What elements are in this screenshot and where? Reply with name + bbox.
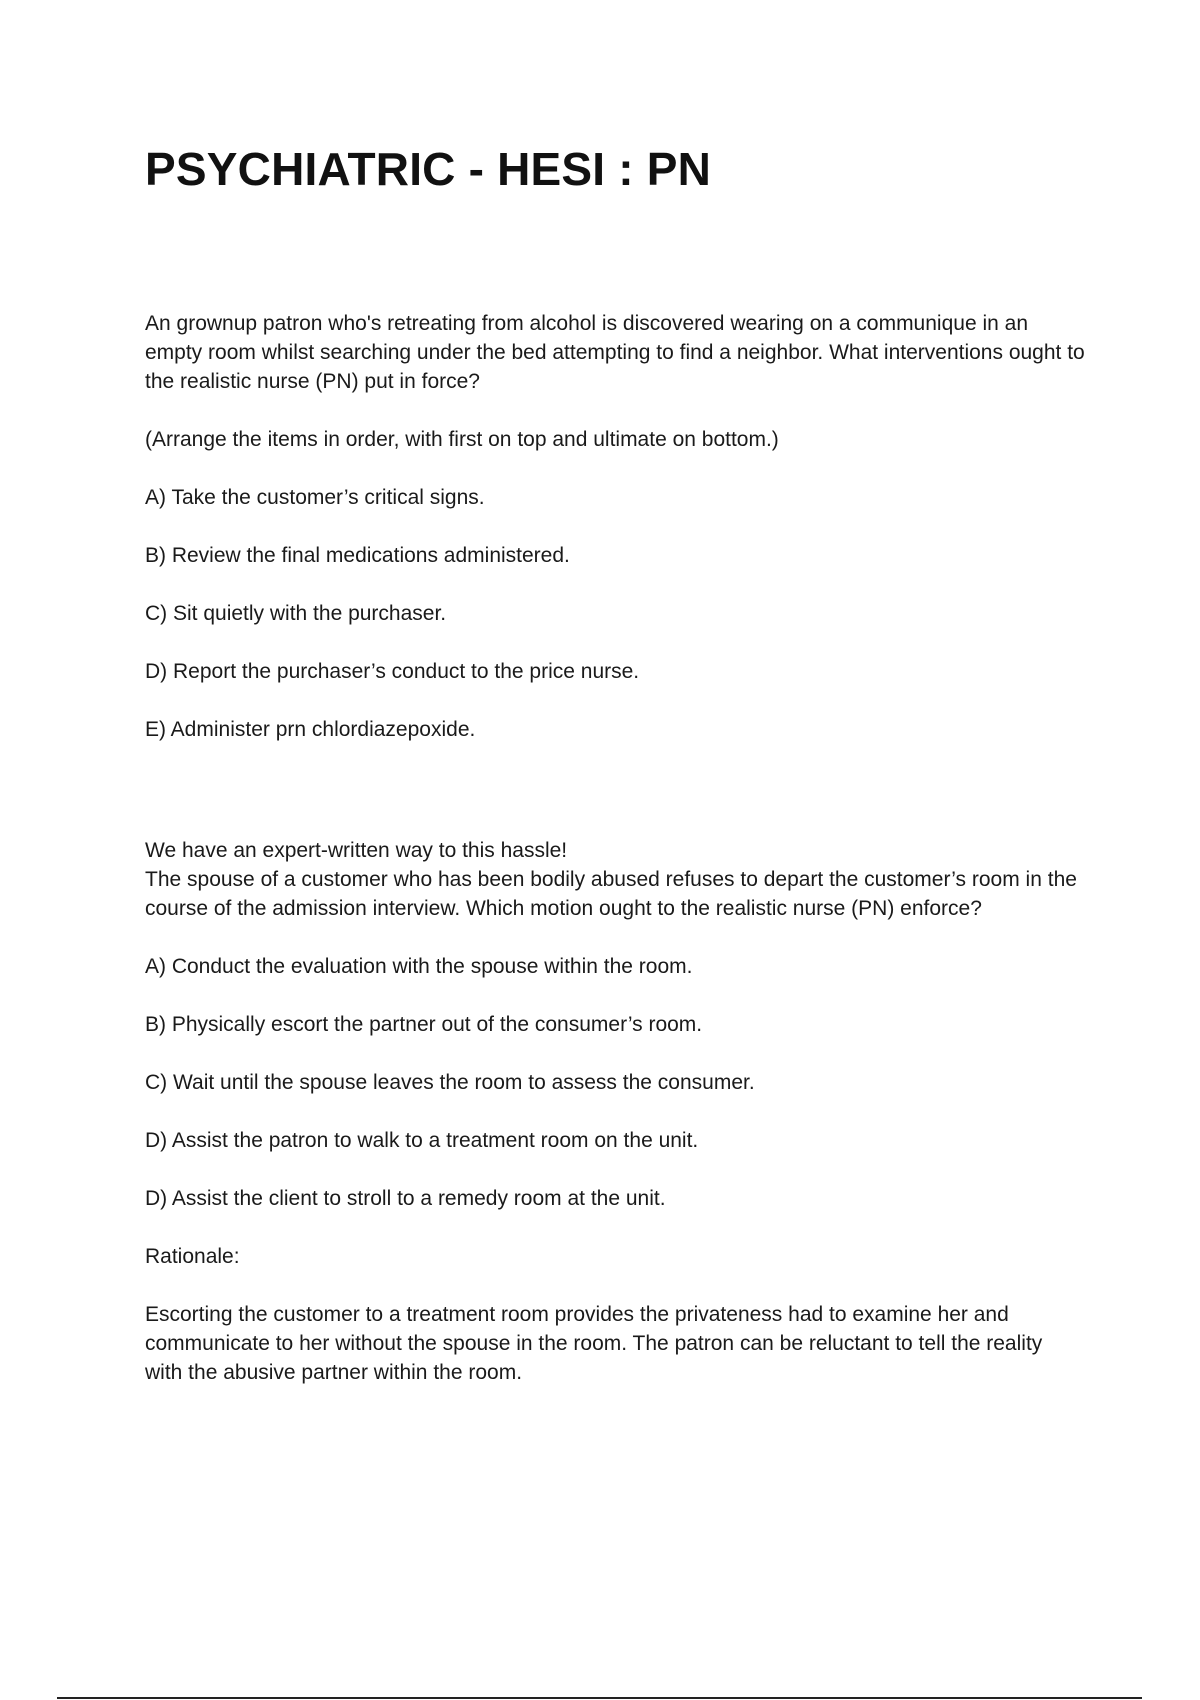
question-2-answer: D) Assist the client to stroll to a remedy room at the unit. <box>145 1187 666 1210</box>
rationale-label: Rationale: <box>145 1245 240 1268</box>
page-bottom-rule <box>57 1697 1142 1699</box>
question-2-option-c: C) Wait until the spouse leaves the room to assess the consumer. <box>145 1071 755 1094</box>
rationale-text: Escorting the customer to a treatment room provides the privateness had to examine her and communicate to her without the spouse in the room. The patron can be reluctant to tell the reality with the abusive partner within the room. <box>145 1303 1043 1384</box>
question-1 <box>145 309 1085 744</box>
question-1-option-e: E) Administer prn chlordiazepoxide. <box>145 718 476 741</box>
question-2-stem: The spouse of a customer who has been bodily abused refuses to depart the customer’s room in the course of the admission interview. Which motion ought to the realistic nurse (PN) enforce? <box>145 868 1077 920</box>
question-1-option-c: C) Sit quietly with the purchaser. <box>145 602 447 625</box>
question-1-stem: An grownup patron who's retreating from alcohol is discovered wearing on a communique in an empty room whilst searching under the bed attempting to find a neighbor. What interventions ought to the realistic nurse (PN) put in force? <box>145 312 1085 393</box>
question-2 <box>145 836 1085 1387</box>
question-2-option-a: A) Conduct the evaluation with the spouse within the room. <box>145 955 693 978</box>
question-1-option-b: B) Review the final medications administered. <box>145 544 570 567</box>
document-title: PSYCHIATRIC - HESI : PN <box>145 143 712 195</box>
question-1-option-d: D) Report the purchaser’s conduct to the price nurse. <box>145 660 640 683</box>
question-1-instruction: (Arrange the items in order, with first on top and ultimate on bottom.) <box>145 428 779 451</box>
question-2-option-d: D) Assist the patron to walk to a treatment room on the unit. <box>145 1129 699 1152</box>
question-2-option-b: B) Physically escort the partner out of the consumer’s room. <box>145 1013 703 1036</box>
question-2-intro: We have an expert-written way to this hassle! <box>145 839 568 862</box>
question-1-option-a: A) Take the customer’s critical signs. <box>145 486 485 509</box>
